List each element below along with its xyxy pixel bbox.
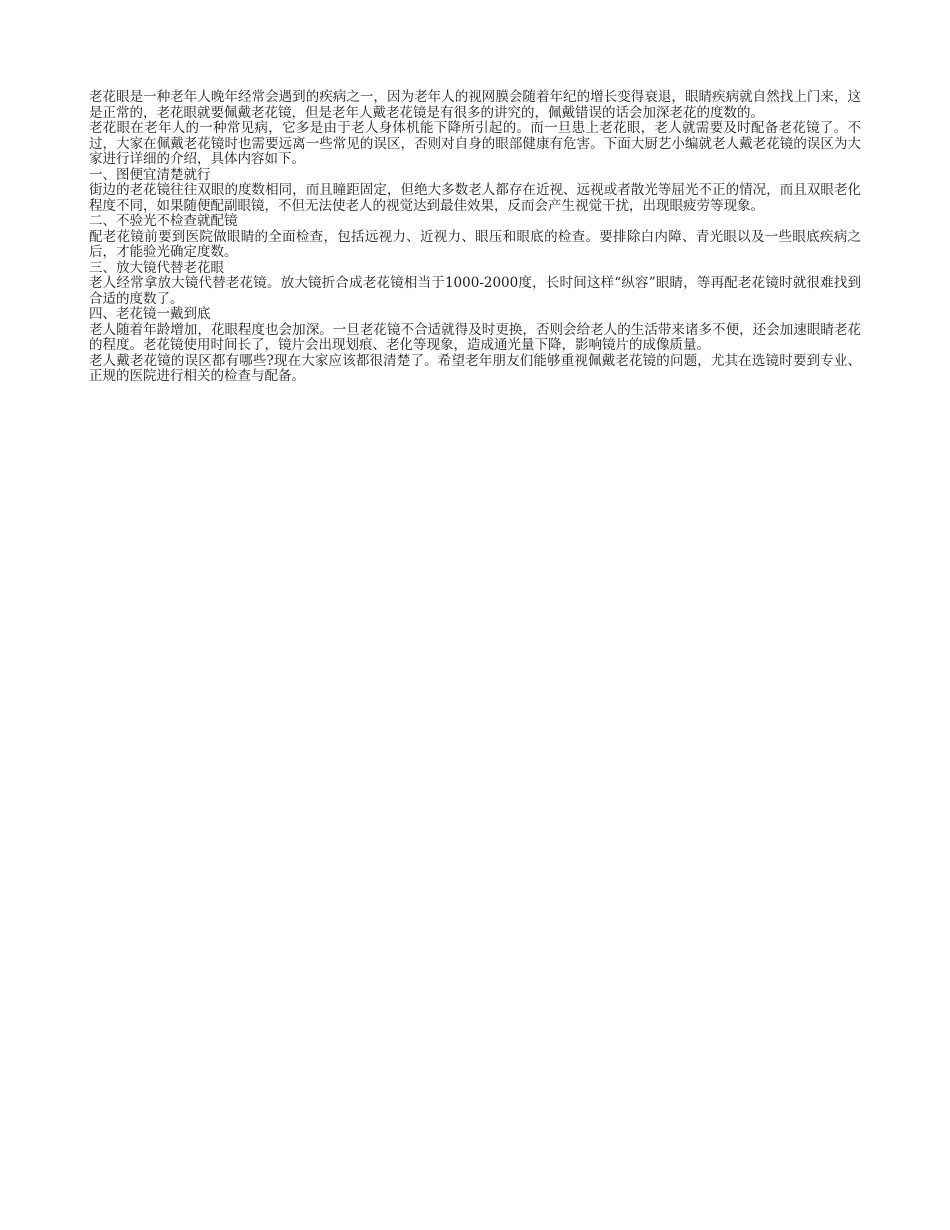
paragraph-conclusion: 老人戴老花镜的误区都有哪些?现在大家应该都很清楚了。希望老年朋友们能够重视佩戴老花镜的问题，尤其在选镜时要到专业、正规的医院进行相关的检查与配备。 (89, 352, 861, 384)
paragraph-misconception-1: 街边的老花镜往往双眼的度数相同，而且瞳距固定，但绝大多数老人都存在近视、远视或者散光等屈光不正的情况，而且双眼老化程度不同，如果随便配副眼镜，不但无法使老人的视觉达到最佳效果，反而会产生视觉干扰，出现眼疲劳等现象。 (89, 182, 861, 214)
heading-misconception-3: 三、放大镜代替老花眼 (89, 259, 224, 276)
paragraph-misconception-4: 老人随着年龄增加，花眼程度也会加深。一旦老花镜不合适就得及时更换，否则会给老人的生活带来诸多不便，还会加速眼睛老花的程度。老花镜使用时间长了，镜片会出现划痕、老化等现象，造成通光量下降，影响镜片的成像质量。 (89, 321, 861, 353)
paragraph-intro: 老花眼是一种老年人晚年经常会遇到的疾病之一，因为老年人的视网膜会随着年纪的增长变得衰退，眼睛疾病就自然找上门来，这是正常的，老花眼就要佩戴老花镜，但是老年人戴老花镜是有很多的讲究的，佩戴错误的话会加深老花的度数的。 (89, 89, 861, 121)
paragraph-overview: 老花眼在老年人的一种常见病，它多是由于老人身体机能下降所引起的。而一旦患上老花眼，老人就需要及时配备老花镜了。不过，大家在佩戴老花镜时也需要远离一些常见的误区，否则对自身的眼部健康有危害。下面大厨艺小编就老人戴老花镜的误区为大家进行详细的介绍，具体内容如下。 (89, 120, 861, 167)
paragraph-misconception-3: 老人经常拿放大镜代替老花镜。放大镜折合成老花镜相当于1000-2000度，长时间这样“纵容”眼睛，等再配老花镜时就很难找到合适的度数了。 (89, 275, 861, 307)
paragraph-misconception-2: 配老花镜前要到医院做眼睛的全面检查，包括远视力、近视力、眼压和眼底的检查。要排除白内障、青光眼以及一些眼底疾病之后，才能验光确定度数。 (89, 228, 861, 260)
heading-misconception-1: 一、图便宜清楚就行 (89, 166, 211, 183)
heading-misconception-2: 二、不验光不检查就配镜 (89, 213, 238, 229)
article-body (89, 90, 861, 385)
heading-misconception-4: 四、老花镜一戴到底 (89, 306, 211, 322)
